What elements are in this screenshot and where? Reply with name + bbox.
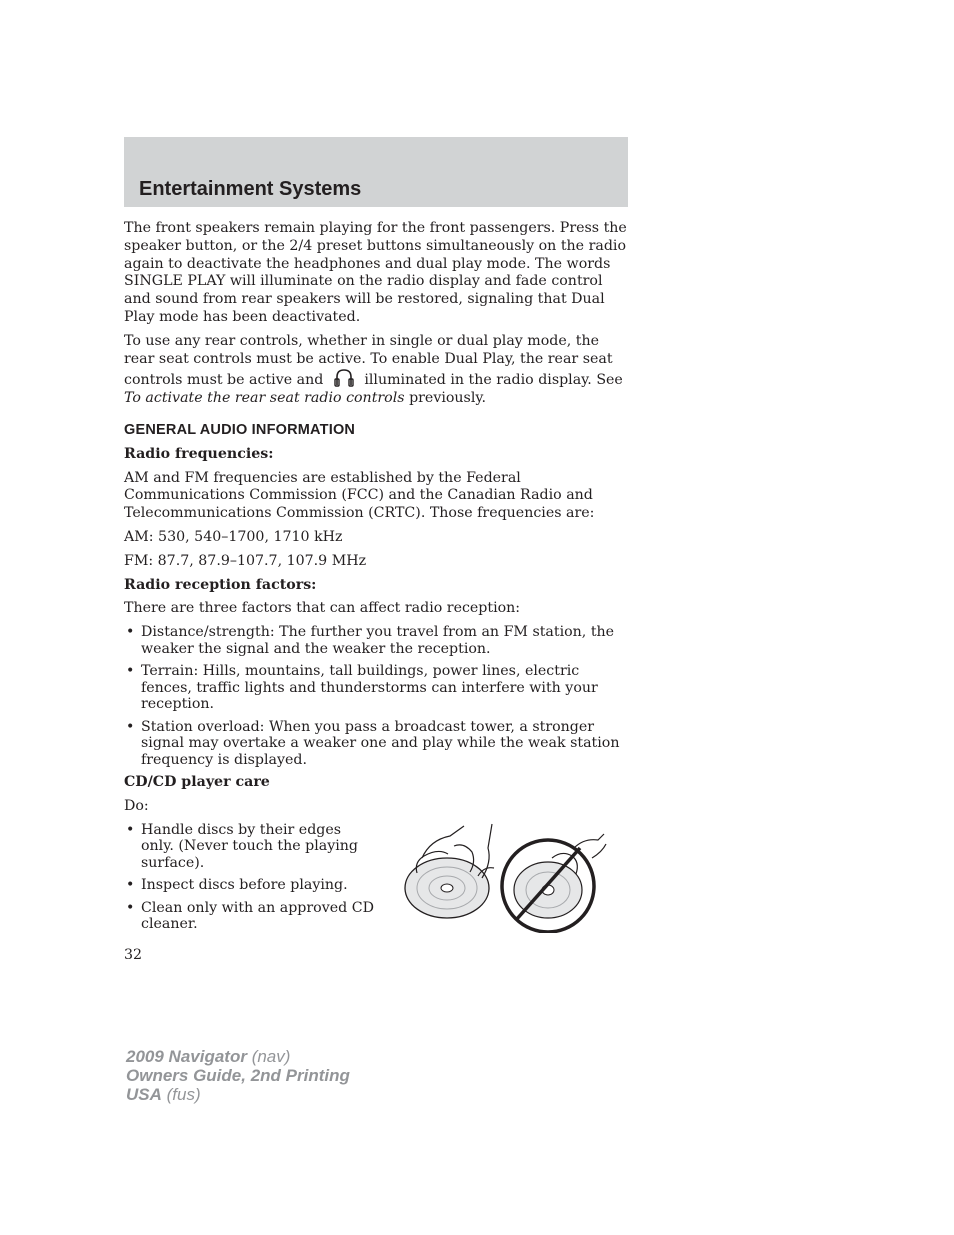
paragraph-rear-controls-start: To use any rear controls, whether in single or dual play mode, the rear seat controls must be active. To enable Dual Play, the rear seat controls must be active and [124,332,613,389]
footer-market: USA [126,1085,162,1104]
section-title: Entertainment Systems [139,178,362,200]
incorrect-handling-disc [502,834,606,932]
general-audio-heading: GENERAL AUDIO INFORMATION [124,421,356,438]
cd-care-list [124,822,374,939]
footer-model: 2009 Navigator [126,1047,247,1066]
cd-handling-drawing [402,818,607,933]
reception-factors-intro: There are three factors that can affect radio reception: [124,600,521,617]
cd-care-subhead: CD/CD player care [124,774,270,791]
reception-factors-subhead: Radio reception factors: [124,576,317,593]
footer-line-market [126,1085,350,1104]
radio-frequencies-text: AM and FM frequencies are established by the Federal Communications Commission (FCC) and the Canadian Radio and Telecommunications Commission (CRTC). Those frequencies are: [124,469,595,522]
correct-handling-disc [405,824,494,918]
page-content [124,220,629,965]
cd-care-row [124,822,629,945]
cross-reference-link: To activate the rear seat radio controls [124,390,405,407]
footer-guide: Owners Guide, 2nd Printing [126,1066,350,1085]
headphones-icon [332,368,356,388]
footer-model-code: (nav) [251,1047,291,1066]
list-item: • Terrain: Hills, mountains, tall buildings, power lines, electric fences, traffic lights and thunderstorms can interfere with your reception. [124,663,629,713]
paragraph-speakers: The front speakers remain playing for the front passengers. Press the speaker button, or the 2/4 preset buttons simultaneously on the radio again to deactivate the headphones and dual play mode. The words SINGLE PLAY will illuminate on the radio display and fade control and sound from rear speakers will be restored, signaling that Dual Play mode has been deactivated. [124,220,627,325]
list-item: • Station overload: When you pass a broadcast tower, a stronger signal may overtake a weaker one and play while the weak station frequency is displayed. [124,719,629,769]
cd-care-do-label: Do: [124,797,149,814]
fm-frequencies: FM: 87.7, 87.9–107.7, 107.9 MHz [124,552,367,569]
cd-handling-illustration [402,818,607,939]
list-item: • Clean only with an approved CD cleaner. [124,900,374,933]
document-footer [126,1047,350,1104]
footer-market-code: (fus) [166,1085,201,1104]
radio-frequencies-subhead: Radio frequencies: [124,445,274,462]
reception-factors-list [124,624,629,768]
page-number: 32 [124,946,143,963]
paragraph-rear-controls [124,333,629,408]
footer-line-model [126,1047,350,1066]
paragraph-rear-controls-end: previously. [409,390,487,407]
list-item: • Distance/strength: The further you travel from an FM station, the weaker the signal and the weaker the reception. [124,624,629,657]
list-item: • Inspect discs before playing. [124,877,374,894]
am-frequencies: AM: 530, 540–1700, 1710 kHz [124,528,343,545]
section-header-band [124,137,628,207]
footer-line-guide [126,1066,350,1085]
list-item: • Handle discs by their edges only. (Never touch the playing surface). [124,822,374,872]
paragraph-rear-controls-middle: illuminated in the radio display. See [364,372,623,389]
